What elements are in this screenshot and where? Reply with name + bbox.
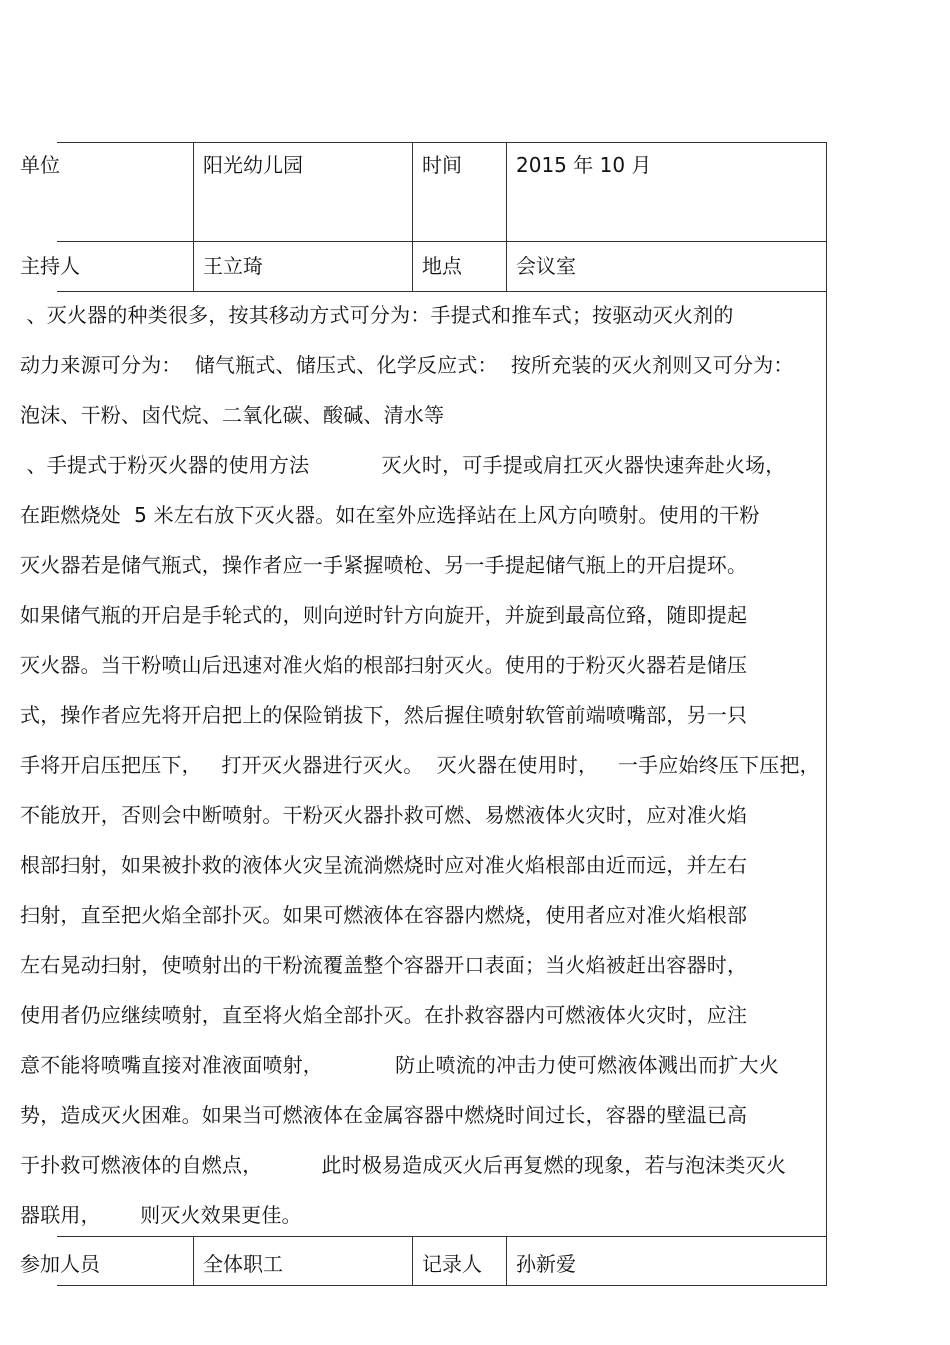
col-divider-3-bottom — [506, 1236, 507, 1286]
time-value: 2015 年 10 月 — [516, 153, 652, 177]
time-label: 时间 — [422, 153, 462, 177]
attendees-value: 全体职工 — [203, 1252, 283, 1276]
col-divider-1-top — [193, 142, 194, 292]
col-divider-2-bottom — [412, 1236, 413, 1286]
content-line: 于扑救可燃液体的自燃点， 此时极易造成灭火后再复燃的现象，若与泡沫类灭火 — [20, 1153, 787, 1177]
col-divider-3-top — [506, 142, 507, 292]
content-line: 扫射，直至把火焰全部扑灭。如果可燃液体在容器内燃烧，使用者应对准火焰根部 — [20, 903, 748, 927]
content-line: 不能放开，否则会中断喷射。干粉灭火器扑救可燃、易燃液体火灾时，应对准火焰 — [20, 803, 748, 827]
unit-value: 阳光幼儿园 — [203, 153, 303, 177]
host-label: 主持人 — [20, 254, 80, 278]
content-line: 灭火器若是储气瓶式，操作者应一手紧握喷枪、另一手提起储气瓶上的开启提环。 — [20, 553, 748, 577]
content-line: 如果储气瓶的开启是手轮式的，则向逆时针方向旋开，并旋到最高位臵，随即提起 — [20, 603, 748, 627]
unit-label: 单位 — [20, 153, 60, 177]
table-bottom-border — [57, 1285, 827, 1286]
table-right-border — [826, 142, 827, 1286]
recorder-value: 孙新爱 — [516, 1252, 576, 1276]
place-label: 地点 — [422, 254, 462, 278]
recorder-label: 记录人 — [422, 1252, 482, 1276]
content-line: 泡沫、干粉、卤代烷、二氧化碳、酸碱、清水等 — [20, 403, 445, 427]
content-line: 左右晃动扫射，使喷射出的干粉流覆盖整个容器开口表面；当火焰被赶出容器时， — [20, 953, 748, 977]
content-line: 、手提式于粉灭火器的使用方法 灭火时，可手提或肩扛灭火器快速奔赴火场， — [20, 453, 786, 477]
content-line: 、灭火器的种类很多，按其移动方式可分为：手提式和推车式；按驱动灭火剂的 — [20, 303, 734, 327]
content-line: 灭火器。当干粉喷山后迅速对准火焰的根部扫射灭火。使用的于粉灭火器若是储压 — [20, 653, 748, 677]
col-divider-2-top — [412, 142, 413, 292]
row2-bottom-border — [57, 291, 827, 292]
content-line: 动力来源可分为： 储气瓶式、储压式、化学反应式： 按所充装的灭火剂则又可分为： — [20, 353, 794, 377]
content-line: 意不能将喷嘴直接对准液面喷射， 防止喷流的冲击力使可燃液体溅出而扩大火 — [20, 1053, 779, 1077]
place-value: 会议室 — [516, 254, 576, 278]
content-line: 在距燃烧处 5 米左右放下灭火器。如在室外应选择站在上风方向喷射。使用的干粉 — [20, 503, 760, 527]
content-bottom-border — [57, 1236, 827, 1237]
content-line: 式，操作者应先将开启把上的保险销拔下，然后握住喷射软管前端喷嘴部，另一只 — [20, 703, 748, 727]
col-divider-1-bottom — [193, 1236, 194, 1286]
content-line: 手将开启压把压下， 打开灭火器进行灭火。 灭火器在使用时， 一手应始终压下压把， — [20, 753, 820, 777]
content-line: 势，造成灭火困难。如果当可燃液体在金属容器中燃烧时间过长，容器的壁温已高 — [20, 1103, 748, 1127]
table-top-border — [57, 142, 827, 143]
content-line: 根部扫射，如果被扑救的液体火灾呈流淌燃烧时应对准火焰根部由近而远，并左右 — [20, 853, 748, 877]
host-value: 王立琦 — [203, 254, 263, 278]
attendees-label: 参加人员 — [20, 1252, 100, 1276]
content-line: 器联用， 则灭火效果更佳。 — [20, 1203, 302, 1227]
row1-bottom-border — [57, 241, 827, 242]
content-line: 使用者仍应继续喷射，直至将火焰全部扑灭。在扑救容器内可燃液体火灾时，应注 — [20, 1003, 748, 1027]
